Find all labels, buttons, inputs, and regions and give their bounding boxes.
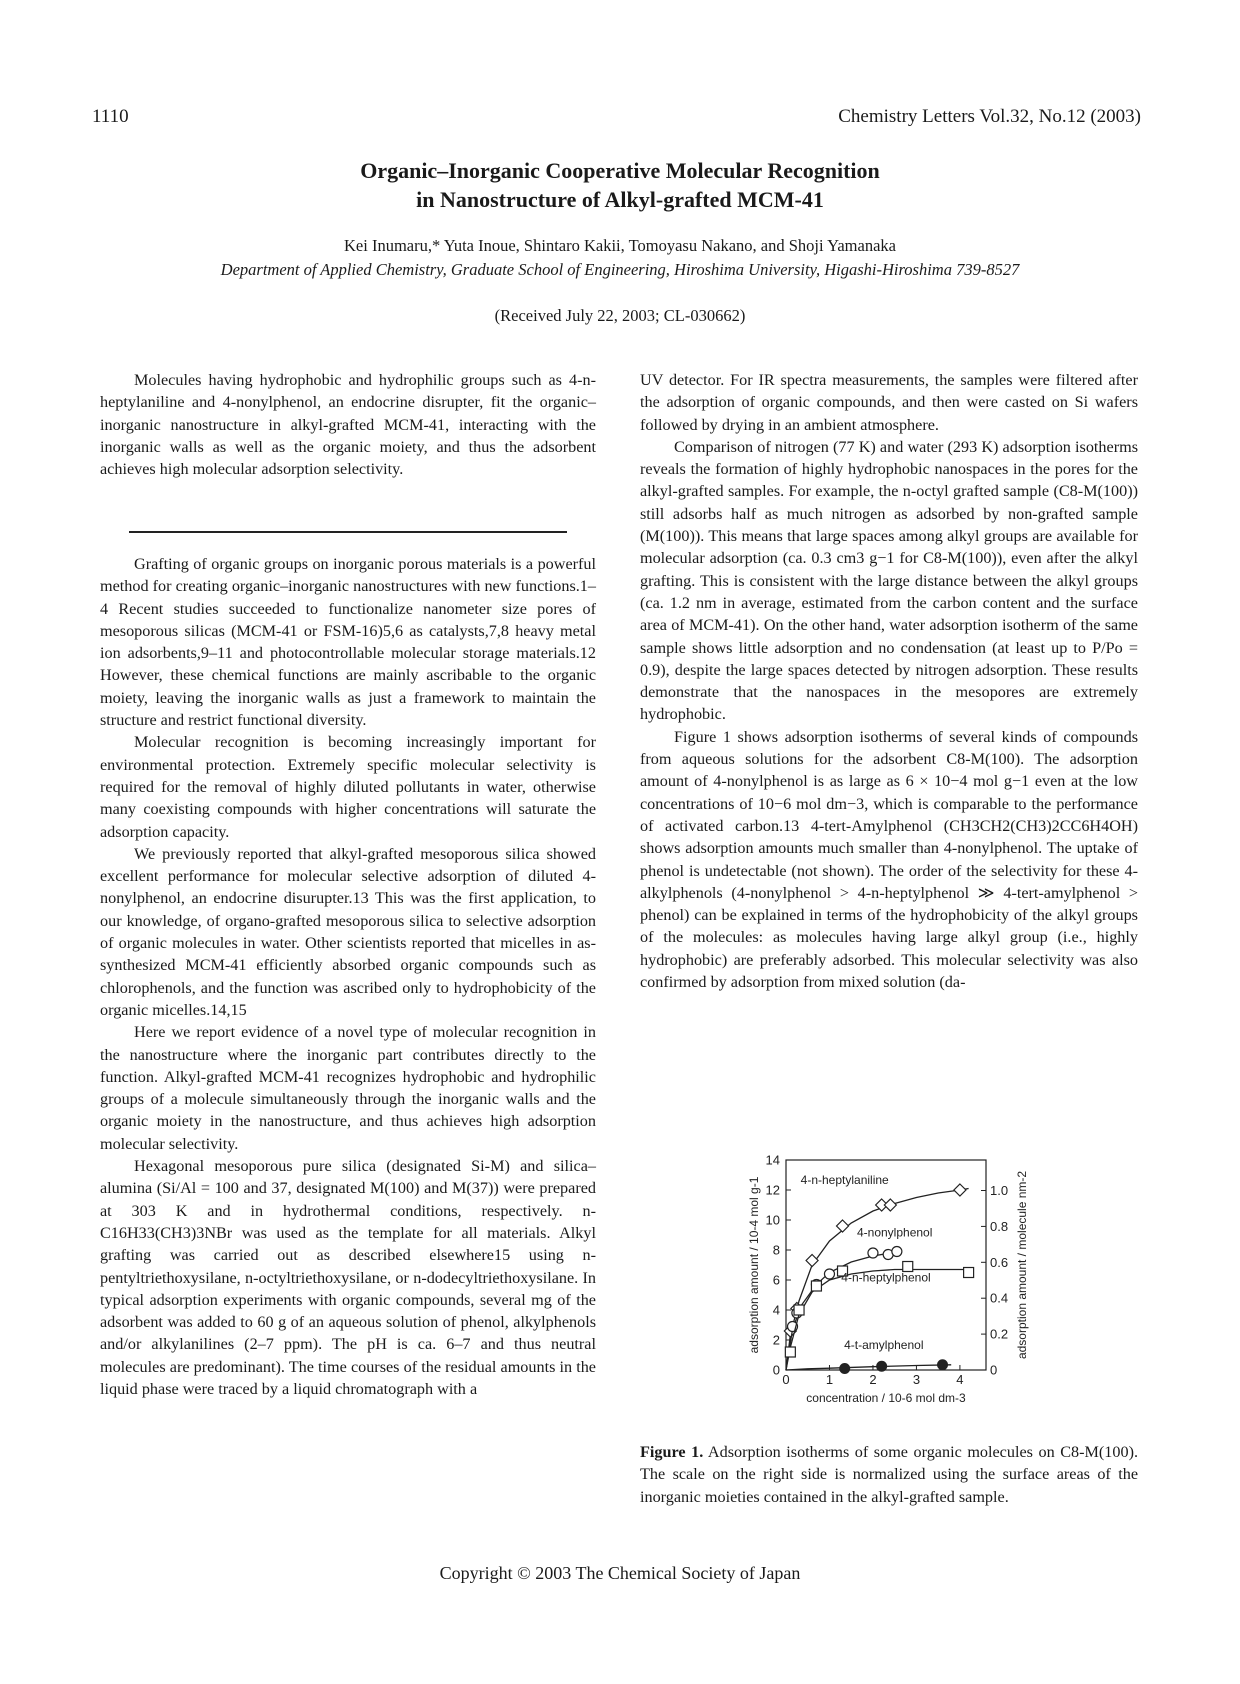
x-tick-label: 0 xyxy=(782,1372,790,1387)
data-point-circle xyxy=(868,1248,878,1258)
data-point-square xyxy=(794,1305,804,1315)
data-point-square xyxy=(785,1347,795,1357)
y-right-axis-label: adsorption amount / molecule nm-2 xyxy=(1015,1170,1029,1360)
received-date: (Received July 22, 2003; CL-030662) xyxy=(494,306,746,325)
figure-caption-text: Adsorption isotherms of some organic molecules on C8-M(100). The scale on the right side is normalized using the surface areas of the inorganic moieties contained in the alkyl-grafted sample. xyxy=(640,1443,1138,1506)
article-title xyxy=(0,156,1240,214)
figure-caption xyxy=(640,1441,1138,1508)
data-point-diamond xyxy=(806,1255,818,1267)
data-point-circle xyxy=(892,1247,902,1257)
paragraph: We previously reported that alkyl-grafted mesoporous silica showed excellent performance for molecular selective adsorption of diluted 4-nonylphenol, an endocrine disurupter.13 This was the first application, to our knowledge, of organo-grafted mesoporous silica to selective adsorption of organic molecules in water. Other scientists reported that micelles in as-synthesized MCM-41 efficiently absorbed organic compounds such as chlorophenols, and the function was ascribed only to hydrophobicity of the organic micelles.14,15 xyxy=(100,844,596,1019)
title-line-2: in Nanostructure of Alkyl-grafted MCM-41 xyxy=(416,187,824,212)
right-column xyxy=(640,369,1138,993)
left-column xyxy=(100,553,596,1400)
figure-1-chart xyxy=(738,1150,1078,1430)
paragraph: Molecular recognition is becoming increasingly important for environmental protection. Extremely specific molecular selectivity is required for the removal of highly diluted pollutants in water, otherwise many coexisting compounds with higher concentrations will saturate the adsorption capacity. xyxy=(100,733,596,841)
x-tick-label: 2 xyxy=(869,1372,877,1387)
x-axis-label: concentration / 10-6 mol dm-3 xyxy=(806,1391,966,1405)
y-axis-label: adsorption amount / 10-4 mol g-1 xyxy=(747,1176,761,1354)
y-tick-label: 14 xyxy=(765,1152,780,1168)
y-right-tick-label: 0.4 xyxy=(990,1290,1009,1306)
y-right-tick-label: 0.8 xyxy=(990,1218,1009,1234)
y-tick-label: 0 xyxy=(772,1362,780,1378)
y-tick-label: 12 xyxy=(765,1182,780,1198)
series-label: 4-n-heptylaniline xyxy=(800,1173,889,1187)
series-label: 4-nonylphenol xyxy=(856,1225,933,1240)
y-right-tick-label: 1.0 xyxy=(990,1183,1009,1199)
x-tick-label: 3 xyxy=(912,1372,921,1387)
data-point-square xyxy=(811,1281,821,1291)
y-tick-label: 2 xyxy=(772,1332,780,1348)
data-point-diamond xyxy=(837,1220,849,1232)
paragraph: Here we report evidence of a novel type of molecular recognition in the nanostructure where the inorganic part contributes directly to the function. Alkyl-grafted MCM-41 recognizes hydrophobic and hydrophilic groups of a molecule simultaneously through the inorganic walls and the organic moiety in the nanostructure, and thus achieves high adsorption molecular selectivity. xyxy=(100,1023,596,1153)
x-tick-label: 1 xyxy=(825,1372,834,1387)
y-tick-label: 6 xyxy=(772,1272,780,1288)
x-tick-label: 4 xyxy=(956,1372,964,1387)
data-point-diamond xyxy=(884,1199,896,1211)
y-right-tick-label: 0.6 xyxy=(990,1254,1009,1270)
copyright-footer: Copyright © 2003 The Chemical Society of Japan xyxy=(439,1563,801,1583)
paragraph: Hexagonal mesoporous pure silica (designated Si-M) and silica–alumina (Si/Al = 100 and 37, designated M(100) and M(37)) were prepared at 303 K and in hydrothermal conditions, respectively. n-C16H33(CH3)3NBr was used as the template for all materials. Alkyl grafting was carried out as described elsewhere15 using n-pentyltriethoxysilane, n-octyltriethoxysilane, or n-dodecyltriethoxysilane. In typical adsorption experiments with organic compounds, several mg of the adsorbent was added to 60 g of an aqueous solution of phenol, alkylphenols and/or alkylanilines (2–7 ppm). The pH is ca. 6–7 and thus neutral molecules are predominant). The time courses of the residual amounts in the liquid phase were traced by a liquid chromatograph with a xyxy=(100,1157,596,1398)
author-list: Kei Inumaru,* Yuta Inoue, Shintaro Kakii, Tomoyasu Nakano, and Shoji Yamanaka xyxy=(344,236,896,255)
paragraph: Comparison of nitrogen (77 K) and water (293 K) adsorption isotherms reveals the formation of highly hydrophobic nanospaces in the pores for the alkyl-grafted samples. For example, the n-octyl grafted sample (C8-M(100)) still adsorbs half as much nitrogen as adsorbed by non-grafted sample (M(100)). This means that large spaces among alkyl groups are available for molecular adsorption (ca. 0.3 cm3 g−1 for C8-M(100)), even after the alkyl grafting. This is consistent with the large distance between the alkyl groups (ca. 1.2 nm in average, estimated from the carbon content and the surface area of MCM-41). On the other hand, water adsorption isotherm of the same sample shows little adsorption and no condensation (at least up to P/Po = 0.9), despite the large spaces detected by nitrogen adsorption. These results demonstrate that the nanospaces in the mesopores are extremely hydrophobic. xyxy=(640,437,1138,724)
y-tick-label: 10 xyxy=(765,1212,780,1228)
affiliation: Department of Applied Chemistry, Graduate School of Engineering, Hiroshima University, Higashi-Hiroshima 739-8527 xyxy=(220,260,1020,279)
y-right-tick-label: 0.2 xyxy=(990,1326,1009,1342)
series-label: 4-t-amylphenol xyxy=(844,1338,924,1352)
y-tick-label: 8 xyxy=(772,1242,780,1258)
data-point-square xyxy=(964,1268,974,1278)
abstract-text: Molecules having hydrophobic and hydrophilic groups such as 4-n-heptylaniline and 4-nonylphenol, an endocrine disrupter, fit the organic–inorganic nanostructure in alkyl-grafted MCM-41, interacting with the inorganic walls as well as the organic moiety, and thus the adsorbent achieves high molecular adsorption selectivity. xyxy=(100,371,596,479)
data-point-filled-circle xyxy=(938,1360,948,1370)
data-point-circle xyxy=(824,1269,834,1279)
series-curve xyxy=(786,1365,951,1370)
abstract-divider xyxy=(129,531,567,533)
paragraph: UV detector. For IR spectra measurements, the samples were filtered after the adsorption of organic compounds, and then were casted on Si wafers followed by drying in an ambient atmosphere. xyxy=(640,371,1138,434)
abstract xyxy=(100,369,596,480)
data-point-filled-circle xyxy=(840,1364,850,1374)
title-line-1: Organic–Inorganic Cooperative Molecular Recognition xyxy=(360,158,880,183)
paragraph: Figure 1 shows adsorption isotherms of several kinds of compounds from aqueous solutions for the adsorbent C8-M(100). The adsorption amount of 4-nonylphenol is as large as 6 × 10−4 mol g−1 even at the low concentrations of 10−6 mol dm−3, which is comparable to the performance of activated carbon.13 4-tert-Amylphenol (CH3CH2(CH3)2CC6H4OH) shows adsorption amounts much smaller than 4-nonylphenol. The uptake of phenol is undetectable (not shown). The order of the selectivity for these 4-alkylphenols (4-nonylphenol > 4-n-heptylphenol ≫ 4-tert-amylphenol > phenol) can be explained in terms of the hydrophobicity of the alkyl groups of the molecules: as molecules having large alkyl group (i.e., highly hydrophobic) are preferably adsorbed. This molecular selectivity was also confirmed by adsorption from mixed solution (da- xyxy=(640,727,1138,992)
y-right-tick-label: 0 xyxy=(990,1362,998,1378)
adsorption-isotherm-plot xyxy=(738,1150,1078,1430)
series-label: 4-n-heptylphenol xyxy=(841,1270,931,1285)
data-point-diamond xyxy=(954,1184,966,1196)
paragraph: Grafting of organic groups on inorganic porous materials is a powerful method for creating organic–inorganic nanostructures with new functions.1–4 Recent studies succeeded to functionalize nanometer size pores of mesoporous silicas (MCM-41 or FSM-16)5,6 as catalysts,7,8 heavy metal ion adsorbents,9–11 and photocontrollable molecular storage materials.12 However, these chemical functions are mainly ascribable to the organic moiety, leaving the inorganic walls as just a framework to maintain the structure and restrict functional diversity. xyxy=(100,555,596,730)
data-point-filled-circle xyxy=(877,1361,887,1371)
page-number: 1110 xyxy=(92,106,129,127)
y-tick-label: 4 xyxy=(772,1302,780,1318)
journal-header: Chemistry Letters Vol.32, No.12 (2003) xyxy=(838,106,1141,127)
figure-label: Figure 1. xyxy=(640,1443,704,1461)
